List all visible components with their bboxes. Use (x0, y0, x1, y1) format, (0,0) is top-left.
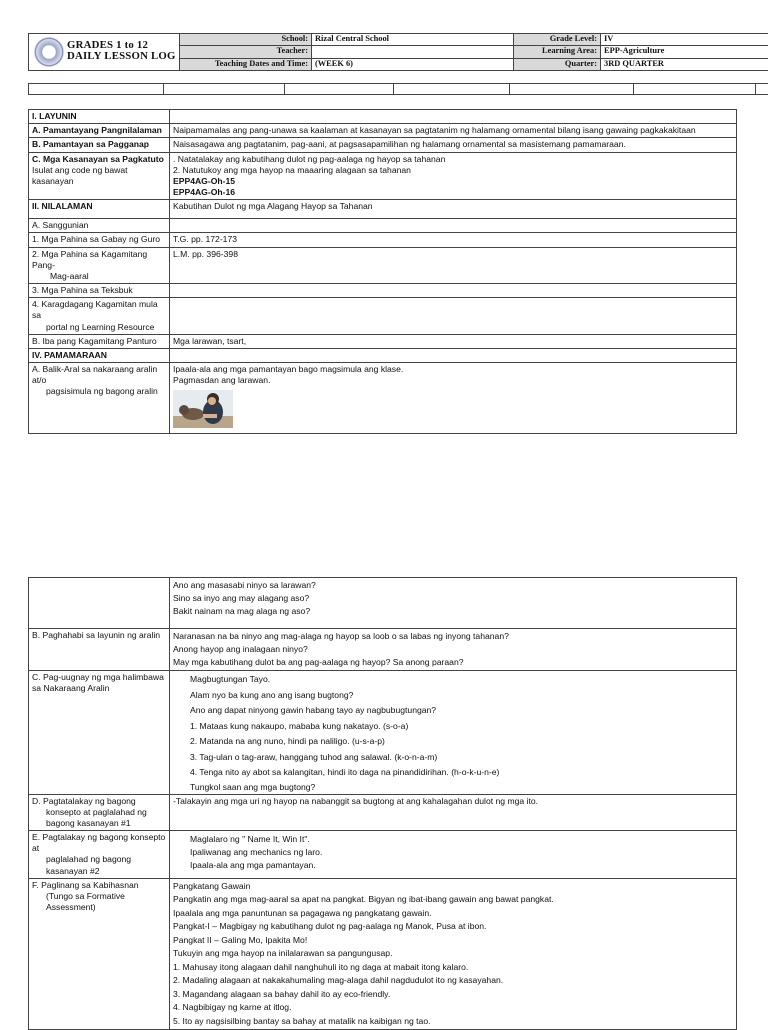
row-label: C. Pag-uugnay ng mga halimbawa sa Nakaraang Aralin (29, 671, 170, 795)
row-content (170, 878, 737, 1030)
label-text: (Tungo sa Formative Assessment) (32, 891, 166, 913)
content-line: Maglalaro ng " Name It, Win It". (190, 833, 733, 846)
row-content (170, 671, 737, 795)
teacher-value (312, 46, 514, 58)
content-line: Magbugtungan Tayo. (190, 672, 733, 688)
label-text: Mag-aaral (32, 271, 166, 282)
label-text: bagong kasanayan #1 (32, 818, 166, 829)
riddle-item: 1. Mataas kung nakaupo, mababa kung nakatayo. (s-o-a) (190, 719, 733, 735)
label-text: E. Pagtalakay ng bagong konsepto at (32, 832, 166, 854)
content-line: 2. Natutukoy ang mga hayop na maaaring alagaan sa tahanan (173, 165, 733, 176)
header-table (28, 33, 768, 71)
grade-label: Grade Level: (514, 34, 601, 46)
row-content: Kabutihan Dulot ng mga Alagang Hayop sa Tahanan (170, 200, 737, 219)
bar-cell (285, 84, 394, 95)
table-row (29, 247, 737, 284)
row-label: B. Pamantayan sa Pagganap (29, 138, 170, 152)
dates-value: (WEEK 6) (312, 58, 514, 70)
section-pamamaraan: IV. PAMAMARAAN (29, 348, 170, 362)
row-label (29, 878, 170, 1030)
row-content (170, 152, 737, 200)
riddle-item: 2. Matanda na ang nuno, hindi pa naliligo. (u-s-a-p) (190, 734, 733, 750)
label-text: A. Balik-Aral sa nakaraang aralin at/o (32, 364, 166, 386)
content-code: EPP4AG-Oh-15 (173, 176, 733, 187)
quarter-value: 3RD QUARTER (601, 58, 768, 70)
empty-cell (29, 578, 170, 629)
bar-cell (164, 84, 285, 95)
content-line: Ipaala-ala ang mga pamantayan bago magsimula ang klase. (173, 364, 733, 375)
bar-cell (510, 84, 634, 95)
logo-cell (29, 34, 180, 71)
content-line: May mga kabutihang dulot ba ang pag-aalaga ng hayop? Sa anong paraan? (173, 656, 733, 669)
row-label: A. Sanggunian (29, 219, 170, 233)
table-row (29, 578, 737, 629)
bar-cell (634, 84, 756, 95)
row-label (29, 298, 170, 335)
content-line: Ipaliwanag ang mechanics ng laro. (190, 846, 733, 859)
content-line: Pangkatang Gawain (173, 880, 733, 894)
content-line: 4. Nagbibigay ng karne at itlog. (173, 1001, 733, 1015)
bar-cell (394, 84, 510, 95)
bar-cell (29, 84, 164, 95)
logo-line2: DAILY LESSON LOG (67, 51, 176, 62)
quarter-label: Quarter: (514, 58, 601, 70)
row-content: L.M. pp. 396-398 (170, 247, 737, 284)
row-content (170, 363, 737, 434)
label-text: F. Paglinang sa Kabihasnan (32, 880, 166, 891)
empty-cell (170, 219, 737, 233)
label-text: konsepto at paglalahad ng (32, 807, 166, 818)
table-row (29, 298, 737, 335)
teacher-label: Teacher: (180, 46, 312, 58)
row-label (29, 831, 170, 879)
table-row (29, 138, 737, 152)
content-line: Tukuyin ang mga hayop na inilalarawan sa pangungusap. (173, 947, 733, 961)
riddle-item: 4. Tenga nito ay abot sa kalangitan, hindi ito daga na pinandidirihan. (h-o-k-u-n-e) (190, 765, 733, 781)
row-content (170, 629, 737, 671)
lesson-table (28, 109, 737, 434)
table-row (29, 233, 737, 247)
row-content: Naisasagawa ang pagtatanim, pag-aani, at pagsasapamilihan ng halamang ornamental sa masistemang pamamaraan. (170, 138, 737, 152)
boy-with-dog-picture (173, 390, 233, 428)
content-line: Pagmasdan ang larawan. (173, 375, 733, 386)
table-row (29, 284, 737, 298)
content-line: 2. Madaling alagaan at nakakahumaling mag-alaga dahil nagdudulot ito ng kasayahan. (173, 974, 733, 988)
empty-cell (170, 348, 737, 362)
label-text: pagsisimula ng bagong aralin (32, 386, 166, 397)
label-text: D. Pagtatalakay ng bagong (32, 796, 166, 807)
content-line: Ipaala-ala ang mga pamantayan. (190, 859, 733, 872)
label-text: C. Mga Kasanayan sa Pagkatuto (32, 154, 166, 165)
grade-value: IV (601, 34, 768, 46)
table-row (29, 363, 737, 434)
riddle-item: 3. Tag-ulan o tag-araw, hanggang tuhod ang salawal. (k-o-n-a-m) (190, 750, 733, 766)
label-text: paglalahad ng bagong (32, 854, 166, 865)
table-row (29, 671, 737, 795)
row-content: -Talakayin ang mga uri ng hayop na nabanggit sa bugtong at ang kahalagahan dulot ng mga ito. (170, 794, 737, 831)
content-line: Ipaalala ang mga panuntunan sa pagagawa ng pangkatang gawain. (173, 907, 733, 921)
table-row (29, 878, 737, 1030)
table-row (29, 124, 737, 138)
dates-label: Teaching Dates and Time: (180, 58, 312, 70)
row-content: Naipamamalas ang pang-unawa sa kaalaman at kasanayan sa pagtatanim ng halamang ornamental bilang isang gawaing pagkakakitaan (170, 124, 737, 138)
row-label: 1. Mga Pahina sa Gabay ng Guro (29, 233, 170, 247)
table-row (29, 629, 737, 671)
label-text: 4. Karagdagang Kagamitan mula sa (32, 299, 166, 321)
content-line: Ano ang dapat ninyong gawin habang tayo ay nagbubugtungan? (190, 703, 733, 719)
table-row (29, 219, 737, 233)
content-line: Naranasan na ba ninyo ang mag-alaga ng hayop sa loob o sa labas ng inyong tahanan? (173, 630, 733, 643)
content-code: EPP4AG-Oh-16 (173, 187, 733, 198)
content-line: Pangkatin ang mga mag-aaral sa apat na pangkat. Bigyan ng ibat-ibang gawain ang bawat pangkat. (173, 893, 733, 907)
content-line: 5. Ito ay nagsisilbing bantay sa bahay at matalik na kaibigan ng tao. (173, 1015, 733, 1029)
row-label: 3. Mga Pahina sa Teksbuk (29, 284, 170, 298)
content-line: Bakit nainam na mag alaga ng aso? (173, 605, 733, 618)
table-row (29, 200, 737, 219)
section-layunin: I. LAYUNIN (29, 110, 170, 124)
logo-line1: GRADES 1 to 12 (67, 40, 176, 51)
row-label: B. Paghahabi sa layunin ng aralin (29, 629, 170, 671)
row-label (29, 152, 170, 200)
deped-seal-icon (34, 37, 64, 67)
area-value: EPP-Agriculture (601, 46, 768, 58)
label-subtext: Isulat ang code ng bawat kasanayan (32, 165, 166, 187)
content-line: Pangkat II – Galing Mo, Ipakita Mo! (173, 934, 733, 948)
content-line: Pangkat-I – Magbigay ng kabutihang dulot ng pag-aalaga ng Manok, Pusa at ibon. (173, 920, 733, 934)
row-content: T.G. pp. 172-173 (170, 233, 737, 247)
lesson-table-continued (28, 577, 737, 1030)
label-text: 2. Mga Pahina sa Kagamitang Pang- (32, 249, 166, 271)
label-text: portal ng Learning Resource (32, 322, 166, 333)
row-label (29, 247, 170, 284)
row-content (170, 578, 737, 629)
content-line: . Natatalakay ang kabutihang dulot ng pag-aalaga ng hayop sa tahanan (173, 154, 733, 165)
row-label (29, 363, 170, 434)
row-label (29, 794, 170, 831)
table-row (29, 831, 737, 879)
content-line: Anong hayop ang inalagaan ninyo? (173, 643, 733, 656)
school-label: School: (180, 34, 312, 46)
row-label: B. Iba pang Kagamitang Panturo (29, 334, 170, 348)
section-nilalaman: II. NILALAMAN (29, 200, 170, 219)
content-line: Sino sa inyo ang may alagang aso? (173, 592, 733, 605)
table-row (29, 152, 737, 200)
area-label: Learning Area: (514, 46, 601, 58)
logo-title (67, 40, 176, 62)
empty-cell (170, 110, 737, 124)
table-row (29, 794, 737, 831)
table-row (29, 110, 737, 124)
label-text: kasanayan #2 (32, 866, 166, 877)
table-row (29, 348, 737, 362)
content-line: Tungkol saan ang mga bugtong? (190, 781, 733, 793)
day-columns-bar (28, 83, 768, 95)
content-line: Alam nyo ba kung ano ang isang bugtong? (190, 688, 733, 704)
school-value: Rizal Central School (312, 34, 514, 46)
content-line: 1. Mahusay itong alagaan dahil nanghuhuli ito ng daga at mabait itong kalaro. (173, 961, 733, 975)
table-row (29, 334, 737, 348)
empty-cell (170, 298, 737, 335)
empty-cell (170, 284, 737, 298)
row-content (170, 831, 737, 879)
content-line: Ano ang masasabi ninyo sa larawan? (173, 579, 733, 592)
row-label: A. Pamantayang Pangnilalaman (29, 124, 170, 138)
content-line: 3. Magandang alagaan sa bahay dahil ito ay eco-friendly. (173, 988, 733, 1002)
row-content: Mga larawan, tsart, (170, 334, 737, 348)
bar-cell (756, 84, 768, 95)
